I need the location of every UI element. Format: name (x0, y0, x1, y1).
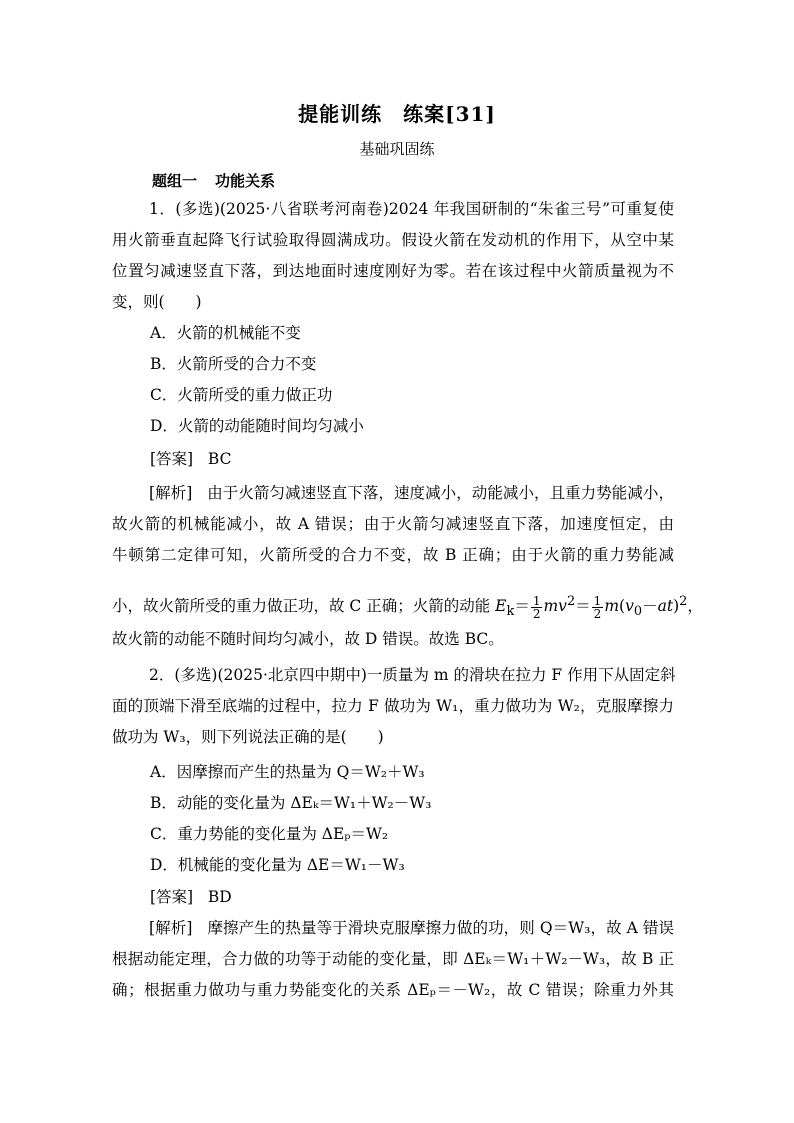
question-2-option-c: C．重力势能的变化量为 ΔEₚ＝W₂ (150, 825, 389, 843)
question-2-line: 2．(多选)(2025·北京四中期中)一质量为 m 的滑块在拉力 F 作用下从固定斜 (149, 666, 676, 684)
analysis-line: 确；根据重力做功与重力势能变化的关系 ΔEₚ＝－W₂，故 C 错误；除重力外其 (112, 981, 674, 999)
section-subtitle: 基础巩固练 (359, 140, 435, 158)
question-1-option-c: C．火箭所受的重力做正功 (150, 386, 333, 404)
answer-label: [答案] (150, 888, 194, 906)
question-2-line: 面的顶端下滑至底端的过程中，拉力 F 做功为 W₁，重力做功为 W₂，克服摩擦力 (112, 697, 674, 715)
analysis-text: 小，故火箭所受的重力做正功，故 C 正确；火箭的动能 (112, 597, 491, 616)
kinetic-energy-formula: $E_k=$ $\frac{1}{2}$ $mv^2=$ $\frac{1}{2}$ $m(v_0-at)^2$， (495, 593, 703, 621)
question-1-answer (150, 444, 231, 475)
question-2-analysis (112, 913, 674, 1006)
question-1-formula-line (112, 582, 703, 622)
question-1-analysis-end (112, 624, 674, 655)
group-label: 题组一 (152, 172, 198, 190)
question-1-line: 位置匀减速竖直下落，到达地面时速度刚好为零。若在该过程中火箭质量视为不 (112, 262, 674, 280)
analysis-line (112, 913, 674, 944)
question-2-option-a: A．因摩擦而产生的热量为 Q＝W₂＋W₃ (150, 763, 425, 781)
question-1-option-d: D．火箭的动能随时间均匀减小 (150, 417, 364, 435)
question-1-option-a: A．火箭的机械能不变 (150, 324, 301, 342)
analysis-text: 由于火箭匀减速竖直下落，速度减小，动能减小，且重力势能减小， (207, 484, 674, 502)
answer-value: BD (207, 888, 232, 906)
answer-label: [答案] (150, 450, 194, 468)
question-1-analysis (112, 478, 674, 571)
question-1-option-b: B．火箭所受的合力不变 (150, 355, 317, 373)
question-group-heading (152, 170, 275, 191)
question-1-line: 变，则( ) (112, 293, 202, 311)
question-2-answer (150, 882, 232, 913)
analysis-label: [解析] (149, 484, 193, 502)
question-1-line: 1．(多选)(2025·八省联考河南卷)2024 年我国研制的“朱雀三号”可重复使 (149, 200, 674, 218)
question-2-option-b: B．动能的变化量为 ΔEₖ＝W₁＋W₂－W₃ (150, 794, 432, 812)
analysis-line: 根据动能定理，合力做的功等于动能的变化量，即 ΔEₖ＝W₁＋W₂－W₃，故 B 正 (112, 950, 674, 968)
analysis-line (112, 478, 674, 509)
answer-value: BC (207, 450, 232, 468)
question-1-line: 用火箭垂直起降飞行试验取得圆满成功。假设火箭在发动机的作用下，从空中某 (112, 231, 674, 249)
question-1-stem (112, 194, 674, 318)
question-2-option-d: D．机械能的变化量为 ΔE＝W₁－W₃ (150, 856, 405, 874)
analysis-line: 故火箭的动能不随时间均匀减小，故 D 错误。故选 BC。 (112, 630, 504, 648)
analysis-line (112, 582, 703, 622)
analysis-label: [解析] (149, 919, 193, 937)
analysis-line: 故火箭的机械能减小，故 A 错误；由于火箭匀减速竖直下落，加速度恒定，由 (112, 515, 674, 533)
group-name: 功能关系 (215, 172, 276, 190)
page-title: 提能训练 练案[31] (298, 102, 496, 126)
analysis-text: 摩擦产生的热量等于滑块克服摩擦力做的功，则 Q＝W₃，故 A 错误 (207, 919, 674, 937)
question-2-line: 做功为 W₃，则下列说法正确的是( ) (112, 728, 384, 746)
analysis-line: 牛顿第二定律可知，火箭所受的合力不变，故 B 正确；由于火箭的重力势能减 (112, 546, 674, 564)
question-2-stem (112, 660, 674, 753)
